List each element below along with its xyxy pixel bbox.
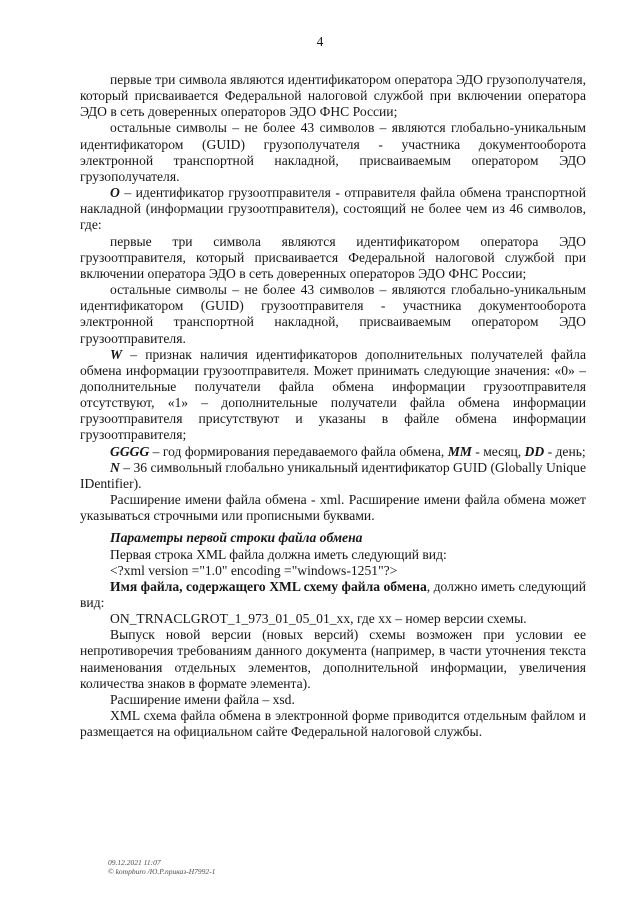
paragraph-file-extension: Расширение имени файла обмена - xml. Расширение имени файла обмена может указываться строчными или прописными буквами. (80, 492, 586, 524)
paragraph-consignee-guid: остальные символы – не более 43 символов – являются глобально-уникальным идентификатором (GUID) грузополучателя - участника документооборота электронной транспортной накладной, присваиваемым оператором ЭДО грузополучателя. (80, 120, 586, 184)
term-w: W (110, 346, 123, 362)
term-gggg-description: – год формирования передаваемого файла обмена, (149, 443, 448, 459)
paragraph-xml-declaration: <?xml version ="1.0" encoding ="windows-1251"?> (110, 562, 398, 578)
paragraph-guid (80, 460, 586, 492)
document-body (80, 69, 586, 740)
paragraph-schema-publication: XML схема файла обмена в электронной форме приводится отдельным файлом и размещается на официальном сайте Федеральной налоговой службы. (80, 708, 586, 740)
term-mm-description: - месяц, (471, 443, 525, 459)
term-n-description: – 36 символьный глобально уникальный идентификатор GUID (Globally Unique IDentifier). (80, 459, 586, 491)
paragraph-shipper-id (80, 185, 586, 233)
term-dd-description: - день; (544, 443, 586, 459)
section-heading: Параметры первой строки файла обмена (110, 530, 363, 546)
term-mm: MM (447, 443, 472, 459)
paragraph-shipper-guid: остальные символы – не более 43 символов – являются глобально-уникальным идентификатором (GUID) грузоотправителя - участника документооборота электронной транспортной накладной, присваиваемым оператором ЭДО грузоотправителя. (80, 282, 586, 346)
term-dd: DD (524, 443, 545, 459)
paragraph-schema-file-pattern: ON_TRNACLGROT_1_973_01_05_01_xx, где хх – номер версии схемы. (110, 611, 527, 627)
term-o-description: – идентификатор грузоотправителя - отправителя файла обмена транспортной накладной (информации грузоотправителя), состоящий не более чем из 46 символов, где: (80, 185, 586, 233)
paragraph-first-line-intro: Первая строка XML файла должна иметь следующий вид: (110, 546, 447, 562)
footer-timestamp: 09.12.2021 11:07 (108, 858, 161, 867)
footer-source: © kompburo /Ю.Р.приказ-Н7992-1 (108, 867, 216, 876)
schema-file-name-bold: Имя файла, содержащего XML схему файла обмена (110, 578, 427, 594)
paragraph-new-version: Выпуск новой версии (новых версий) схемы возможен при условии ее непротиворечия требованиям данного документа (например, в части уточнения текста наименования отдельных элементов, дополнительной информации, увеличения количества знаков в формате элемента). (80, 627, 586, 691)
paragraph-schema-file-name (80, 579, 586, 611)
term-o: О (110, 185, 120, 201)
paragraph-xsd-extension: Расширение имени файла – xsd. (110, 691, 295, 707)
schema-file-name-text: , должно иметь следующий вид: (80, 578, 586, 610)
term-w-description: – признак наличия идентификаторов дополнительных получателей файла обмена информации грузоотправителя. Может принимать следующие значения: «0» – дополнительные получатели файла обмена информации грузоотправителя отсутствуют, «1» – дополнительные получатели файла обмена информации грузоотправителя присутствуют и указаны в файле обмена информации грузоотправителя; (80, 346, 586, 443)
term-n: N (110, 459, 120, 475)
term-gggg: GGGG (110, 443, 150, 459)
paragraph-date-format (80, 444, 586, 460)
paragraph-shipper-operator-id: первые три символа являются идентификатором оператора ЭДО грузоотправителя, который присваивается Федеральной налоговой службой при включении оператора ЭДО в сеть доверенных операторов ЭДО ФНС России; (80, 233, 586, 281)
page-number: 4 (316, 34, 324, 49)
paragraph-consignee-operator-id: первые три символа являются идентификатором оператора ЭДО грузополучателя, который присваивается Федеральной налоговой службой при включении оператора ЭДО в сеть доверенных операторов ЭДО ФНС России; (80, 72, 586, 120)
print-footer (108, 858, 215, 876)
paragraph-additional-recipients (80, 347, 586, 444)
